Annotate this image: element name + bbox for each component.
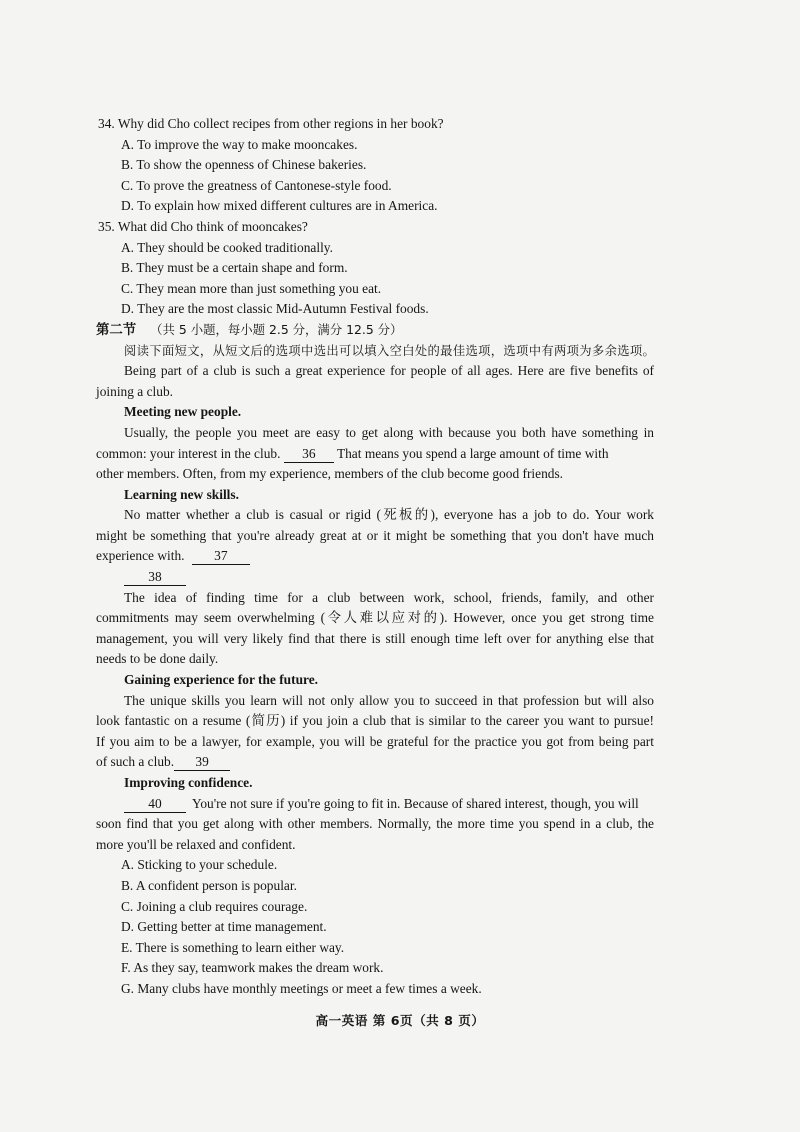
heading-meeting-new-people: Meeting new people. [124, 404, 242, 420]
heading-learning-new-skills: Learning new skills. [124, 486, 239, 502]
blank-38[interactable]: 38 [124, 569, 186, 586]
blank-40[interactable]: 40 [124, 796, 186, 813]
question-35-stem: 35. What did Cho think of mooncakes? [98, 218, 308, 234]
intro-line-2: joining a club. [96, 383, 173, 399]
p3-line-3: management, you will very likely find that there is still enough time left over for anything else that [96, 630, 654, 646]
intro-line-1: Being part of a club is such a great experience for people of all ages. Here are five benefits of [124, 363, 654, 379]
question-35-option-b: B. They must be a certain shape and form. [121, 260, 348, 276]
question-35-option-a: A. They should be cooked traditionally. [121, 239, 333, 255]
heading-blank-38 [96, 567, 654, 588]
choice-c: C. Joining a club requires courage. [121, 898, 308, 914]
question-34 [96, 114, 654, 217]
choice-f: F. As they say, teamwork makes the dream work. [121, 960, 384, 976]
choice-b: B. A confident person is popular. [121, 877, 297, 893]
question-35-option-d: D. They are the most classic Mid-Autumn Festival foods. [121, 301, 429, 317]
p5-line-2: soon find that you get along with other members. Normally, the more time you spend in a club, the [96, 816, 654, 832]
question-34-option-c: C. To prove the greatness of Cantonese-style food. [121, 177, 392, 193]
section-2-title: 第二节 [96, 322, 137, 338]
p5-line-1-end: You're not sure if you're going to fit in. Because of shared interest, though, you will [192, 795, 639, 811]
p4-line-1: The unique skills you learn will not only allow you to succeed in that profession but will also [124, 692, 654, 708]
p1-line-2-start: common: your interest in the club. [96, 445, 281, 461]
p5-line-1 [96, 794, 654, 815]
p1-line-1: Usually, the people you meet are easy to get along with because you both have something in [124, 424, 654, 440]
p4-line-4-start: of such a club. [96, 754, 175, 770]
page-content [96, 114, 654, 1000]
p1-line-3: other members. Often, from my experience, members of the club become good friends. [96, 466, 564, 482]
p4-line-2: look fantastic on a resume (简历) if you join a club that is similar to the career you want to pursue! [96, 713, 654, 729]
p4-line-3: If you aim to be a lawyer, for example, you will be grateful for the practice you got from being part [96, 733, 654, 749]
blank-39[interactable]: 39 [174, 754, 230, 771]
p3-line-1: The idea of finding time for a club between work, school, friends, family, and other [124, 589, 654, 605]
choice-g: G. Many clubs have monthly meetings or meet a few times a week. [121, 980, 482, 996]
p2-line-3 [96, 546, 654, 567]
question-34-option-b: B. To show the openness of Chinese bakeries. [121, 157, 367, 173]
section-2-scoring: （共 5 小题，每小题 2.5 分，满分 12.5 分） [150, 321, 403, 337]
p2-line-1: No matter whether a club is casual or rigid (死板的), everyone has a job to do. Your work [124, 507, 654, 523]
answer-choices [96, 855, 654, 999]
p4-line-4 [96, 752, 654, 773]
question-34-stem: 34. Why did Cho collect recipes from other regions in her book? [98, 116, 444, 131]
p1-line-2-end: That means you spend a large amount of time with [336, 445, 609, 461]
page-footer: 高一英语 第 6页（共 8 页） [315, 1013, 485, 1028]
p1-line-2 [96, 444, 654, 465]
p5-line-3: more you'll be relaxed and confident. [96, 836, 296, 852]
heading-improving-confidence: Improving confidence. [124, 775, 253, 790]
p2-line-3-start: experience with. [96, 548, 185, 564]
question-34-option-a: A. To improve the way to make mooncakes. [121, 136, 358, 152]
p2-line-2: might be something that you're already great at or it might be something that you don't have much [96, 527, 654, 543]
blank-36[interactable]: 36 [284, 446, 334, 463]
passage [96, 361, 654, 855]
section-2-instruction: 阅读下面短文，从短文后的选项中选出可以填入空白处的最佳选项，选项中有两项为多余选项。 [124, 343, 656, 358]
p3-line-4: needs to be done daily. [96, 651, 219, 667]
heading-gaining-experience: Gaining experience for the future. [124, 672, 319, 688]
choice-d: D. Getting better at time management. [121, 919, 327, 935]
section-2-header [96, 320, 654, 341]
choice-e: E. There is something to learn either way. [121, 939, 345, 955]
blank-37[interactable]: 37 [192, 548, 250, 565]
question-35-option-c: C. They mean more than just something you eat. [121, 280, 382, 296]
question-34-option-d: D. To explain how mixed different cultures are in America. [121, 198, 438, 214]
p3-line-2: commitments may seem overwhelming (令人难以应对的). However, once you get strong time [96, 610, 654, 626]
choice-a: A. Sticking to your schedule. [121, 857, 278, 873]
question-35 [96, 217, 654, 320]
